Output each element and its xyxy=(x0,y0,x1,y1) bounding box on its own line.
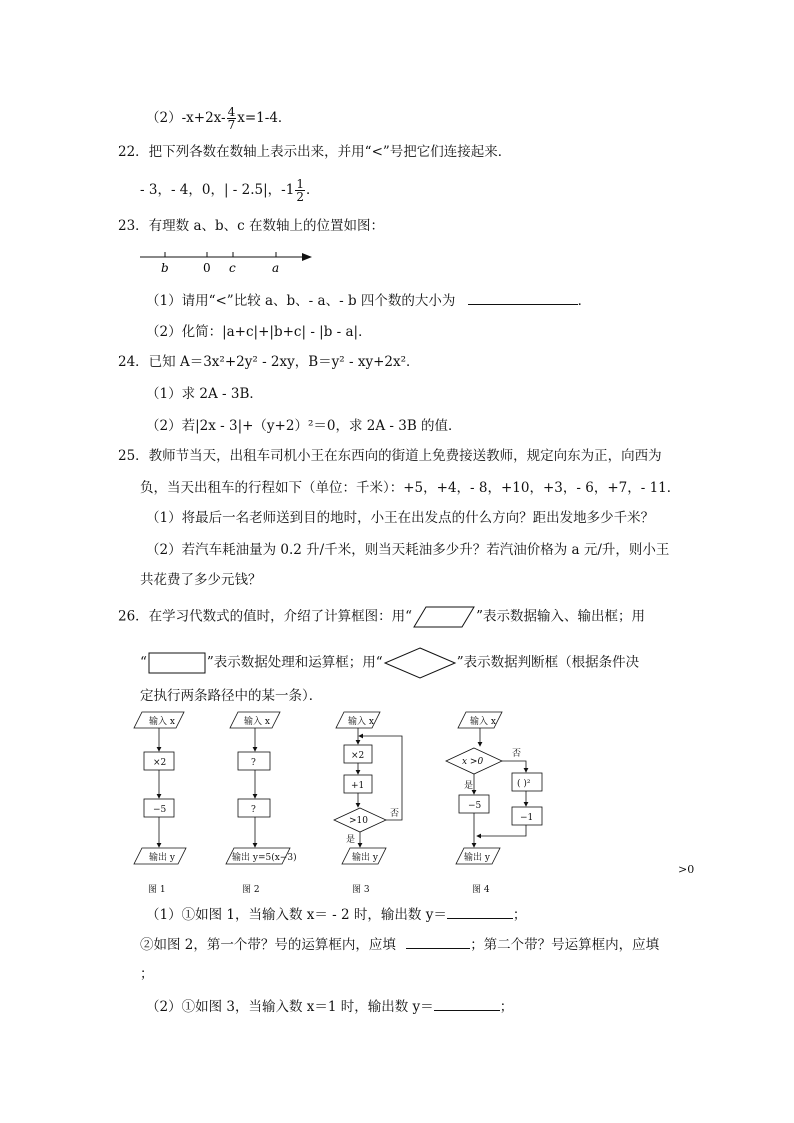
q22-frac-num: 1 xyxy=(296,177,304,191)
q26-line1 xyxy=(118,606,645,628)
fig4-caption: 图 4 xyxy=(472,885,490,895)
number-line-figure xyxy=(136,244,316,276)
q23-title: 23．有理数 a、b、c 在数轴上的位置如图： xyxy=(118,218,385,234)
q21-part2 xyxy=(146,106,291,131)
q26-part2a xyxy=(146,996,513,1017)
q26-p1b-blank1[interactable] xyxy=(406,934,470,949)
q26-p2a-end: ； xyxy=(499,999,514,1015)
q26-line1a: 26．在学习代数式的值时，介绍了计算框图：用“ xyxy=(118,608,413,625)
q26-line1b: ”表示数据输入、输出框；用 xyxy=(476,608,645,625)
number-line-arrow xyxy=(302,253,312,261)
q21-frac-den: 7 xyxy=(227,118,236,132)
q22-frac-den: 2 xyxy=(296,190,304,204)
q25-part1: （1）将最后一名老师送到目的地时，小王在出发点的什么方向？距出发地多少千米？ xyxy=(146,510,655,526)
fig4-input-text: 输入 x xyxy=(470,717,496,727)
q26-p2a-blank[interactable] xyxy=(434,996,500,1011)
q23-answer-blank[interactable] xyxy=(468,290,578,305)
q21-label: （2） xyxy=(146,110,182,126)
fig2-caption: 图 2 xyxy=(242,885,260,895)
q25-part2b: 共花费了多少元钱？ xyxy=(140,572,262,588)
q26-line3: 定执行两条路径中的某一条）． xyxy=(140,688,323,704)
fig4-yes-label: 是 xyxy=(464,781,474,791)
q22-numbers xyxy=(140,178,319,203)
label-0: 0 xyxy=(203,261,211,275)
fig1-caption: 图 1 xyxy=(148,885,166,895)
parallelogram-symbol xyxy=(412,606,476,628)
q26-p1b-b: ；第二个带？号运算框内，应填 xyxy=(470,937,660,953)
rectangle-symbol xyxy=(147,651,207,675)
q23-p1-text: （1）请用“<”比较 a、b、- a、- b 四个数的大小为 xyxy=(146,293,456,309)
fig4-diamond-text: x >0 xyxy=(462,757,484,767)
q25-part2: （2）若汽车耗油量为 0.2 升/千米，则当天耗油多少升？若汽油价格为 a 元/升，则小王 xyxy=(146,542,670,558)
flowcharts-figure xyxy=(130,708,550,898)
fig2-box1-text: ? xyxy=(251,758,256,768)
q26-p1b-a: ②如图 2，第一个带？号的运算框内，应填 xyxy=(140,937,396,953)
fig3-box1-text: ×2 xyxy=(351,751,365,761)
q24-part1: （1）求 2A - 3B． xyxy=(146,386,263,402)
q26-line2 xyxy=(140,646,639,680)
fig3-no-label: 否 xyxy=(390,809,400,819)
fig4-box-yes-text: −5 xyxy=(468,801,482,811)
fig4-output-text: 输出 y xyxy=(464,853,490,863)
fig4-no-label: 否 xyxy=(512,749,522,759)
q25-line1: 25．教师节当天，出租车司机小王在东西向的街道上免费接送教师，规定向东为正，向西为 xyxy=(118,448,662,464)
fig3-yes-label: 是 xyxy=(346,835,356,845)
q26-p1a-end: ； xyxy=(512,907,527,923)
q23-part1 xyxy=(146,290,591,311)
fig3-output-text: 输出 y xyxy=(352,853,378,863)
fig2-output-text: 输出 y=5(x−3) xyxy=(232,853,297,863)
q26-part1b-end: ； xyxy=(140,966,154,982)
q24-part2: （2）若|2x - 3|+（y+2）²＝0，求 2A - 3B 的值． xyxy=(146,418,462,434)
q22-nums: - 3，- 4，0，| - 2.5|，-1 xyxy=(140,182,295,198)
fig2-box2-text: ? xyxy=(251,805,256,815)
fig1-input-text: 输入 x xyxy=(149,717,175,727)
diamond-symbol xyxy=(383,646,457,680)
q21-fraction xyxy=(227,106,237,131)
q21-expr-b: x=1-4． xyxy=(237,110,292,126)
q21-expr-a: -x+2x- xyxy=(181,110,226,126)
fig1-box2-text: −5 xyxy=(153,805,167,815)
q24-title: 24．已知 A＝3x²+2y² - 2xy，B＝y² - xy+2x²． xyxy=(118,354,420,370)
q23-part2: （2）化简：|a+c|+|b+c| - |b - a|． xyxy=(146,324,372,340)
label-b: b xyxy=(161,261,169,275)
q22-fraction xyxy=(295,178,305,203)
fig4-box-no2-text: −1 xyxy=(520,813,534,823)
fig4-box-no1-text: ( )² xyxy=(517,779,531,789)
q22-end: ． xyxy=(305,182,320,198)
q26-line2b: ”表示数据处理和运算框；用“ xyxy=(206,654,383,671)
q26-p1a-blank[interactable] xyxy=(447,904,513,919)
fig3-caption: 图 3 xyxy=(352,885,370,895)
fig1-output-text: 输出 y xyxy=(149,853,175,863)
side-note: >0 xyxy=(678,863,695,876)
q26-part1b xyxy=(140,934,659,955)
q26-p2a-text: （2）①如图 3，当输入数 x＝1 时，输出数 y＝ xyxy=(146,999,434,1015)
label-c: c xyxy=(229,261,236,275)
q22-title: 22．把下列各数在数轴上表示出来，并用“<”号把它们连接起来． xyxy=(118,144,512,160)
fig3-box2-text: +1 xyxy=(351,781,365,791)
q25-line2: 负，当天出租车的行程如下（单位：千米）：+5，+4，- 8，+10，+3，- 6，+7，- 11． xyxy=(140,480,681,496)
fig3-input-text: 输入 x xyxy=(348,717,374,727)
label-a: a xyxy=(272,261,280,275)
q26-part1a xyxy=(146,904,526,925)
q26-p1a-text: （1）①如图 1，当输入数 x＝ - 2 时，输出数 y＝ xyxy=(146,907,447,923)
q26-line2a: “ xyxy=(140,654,147,671)
fig2-input-text: 输入 x xyxy=(244,717,270,727)
q23-p1-end: ． xyxy=(577,293,592,309)
q26-line2c: ”表示数据判断框（根据条件决 xyxy=(456,654,640,671)
fig3-diamond-text: >10 xyxy=(349,816,368,826)
fig1-box1-text: ×2 xyxy=(153,758,167,768)
q21-frac-num: 4 xyxy=(227,105,236,119)
